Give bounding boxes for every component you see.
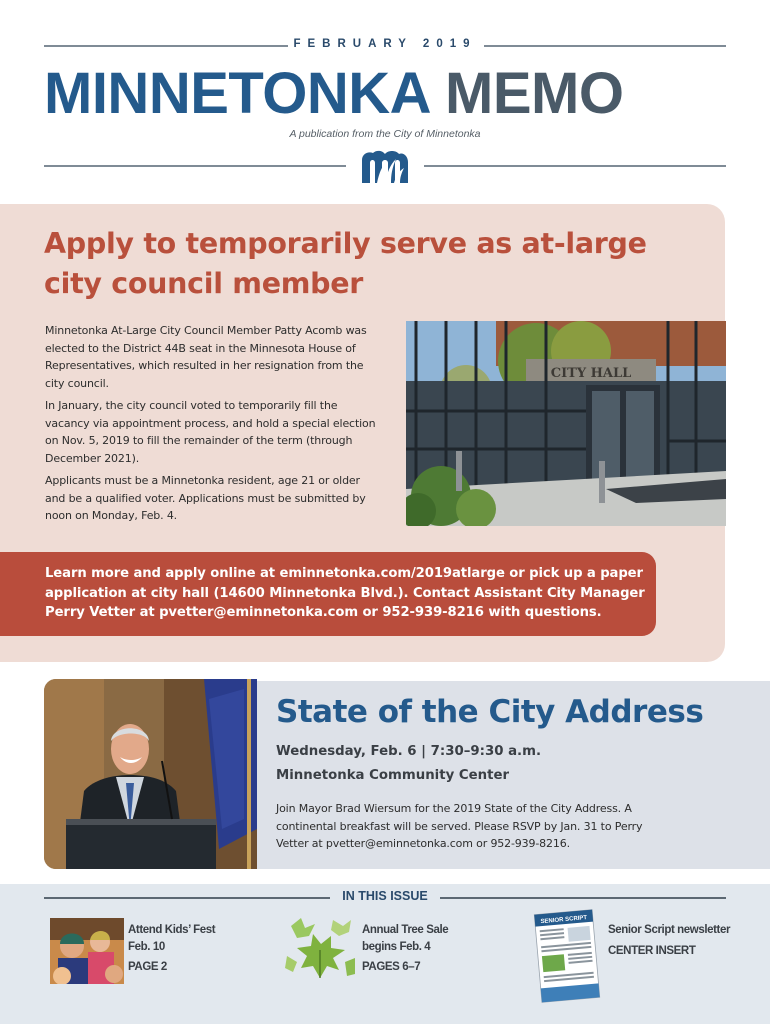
mayor-speaking-photo (44, 679, 257, 869)
logo-rule-right (424, 165, 726, 167)
issue-date: FEBRUARY 2019 (293, 38, 477, 50)
masthead-title-minnetonka: MINNETONKA (44, 61, 432, 126)
event-title: State of the City Address (276, 694, 704, 730)
masthead-title-memo: MEMO (445, 61, 624, 126)
city-hall-sign-text: CITY HALL (550, 366, 632, 381)
issue-item-subtitle: Feb. 10 (128, 940, 165, 953)
apply-url-link[interactable]: eminnetonka.com/2019atlarge (279, 566, 505, 581)
issue-item-subtitle: begins Feb. 4 (362, 940, 431, 953)
issue-item-senior-script[interactable] (608, 922, 758, 959)
tree-sale-leaves-thumbnail (283, 916, 357, 986)
apply-callout-lead: Learn more and apply online at (45, 566, 280, 581)
issue-item-tree-sale[interactable] (362, 922, 482, 976)
apply-callout-details: or pick up a paper application at city hall (14600 Minnetonka Blvd.). Contact Assistant City Manager Perry Vetter at pvetter@eminnetonka.com or 952-939-8216 with questions. (45, 566, 645, 620)
senior-script-cover-thumbnail (532, 908, 602, 1004)
kids-fest-thumbnail (50, 918, 124, 984)
apply-callout-text (45, 564, 645, 623)
feature-paragraph: Applicants must be a Minnetonka resident, age 21 or older and be a qualified voter. Applications must be submitted by noon on Monday, Feb. 4. (45, 474, 366, 522)
masthead-subtitle: A publication from the City of Minnetonka (289, 128, 481, 140)
issue-item-title: Annual Tree Sale (362, 924, 449, 936)
issue-item-title: Senior Script newsletter (608, 924, 731, 936)
city-hall-photo (406, 321, 726, 526)
issue-item-title: Attend Kids’ Fest (128, 924, 216, 936)
issue-item-page: CENTER INSERT (608, 944, 696, 957)
issue-item-kids-fest[interactable] (128, 922, 248, 976)
feature-headline: Apply to temporarily serve as at-large city council member (44, 227, 647, 300)
event-date: Wednesday, Feb. 6 | 7:30–9:30 a.m. (276, 744, 542, 759)
feature-paragraph: In January, the city council voted to temporarily fill the vacancy via appointment process, and hold a special election on Nov. 5, 2019 to fill the remainder of the term (through December 2021). (45, 399, 376, 465)
event-location: Minnetonka Community Center (276, 768, 510, 783)
event-description: Join Mayor Brad Wiersum for the 2019 State of the City Address. A continental breakfast will be served. Please RSVP by Jan. 31 to Perry Vetter at pvetter@eminnetonka.com or 952-939-8216. (276, 802, 643, 850)
issue-item-page: PAGES 6–7 (362, 961, 421, 973)
feature-body (45, 322, 377, 530)
in-this-issue-heading: IN THIS ISSUE (342, 889, 428, 903)
logo-rule-left (44, 165, 346, 167)
masthead-title (44, 60, 728, 128)
issue-item-page: PAGE 2 (128, 961, 167, 973)
minnetonka-logo-icon (360, 148, 410, 184)
senior-script-cover-label: SENIOR SCRIPT (540, 915, 588, 926)
feature-paragraph: Minnetonka At-Large City Council Member Patty Acomb was elected to the District 44B seat in the Minnesota House of Representatives, which resulted in her resignation from the city council. (45, 324, 367, 390)
